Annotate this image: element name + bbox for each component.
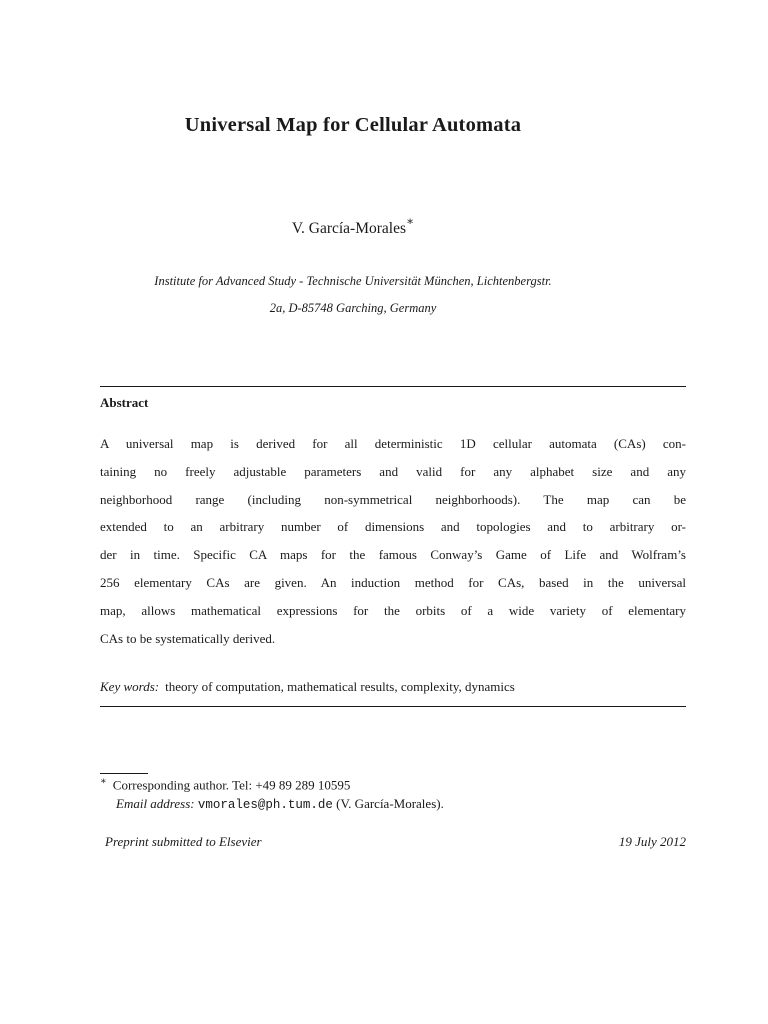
keywords-label: Key words: <box>100 679 160 694</box>
author-line <box>0 216 706 238</box>
keywords <box>100 679 515 695</box>
abstract-line: A universal map is derived for all deterministic 1D cellular automata (CAs) con- <box>100 436 686 451</box>
abstract-line: map, allows mathematical expressions for the orbits of a wide variety of elementary <box>100 602 686 618</box>
abstract-top-rule <box>100 386 686 387</box>
email-address[interactable]: vmorales@ph.tum.de <box>197 798 333 812</box>
footnote-line-1 <box>100 776 350 793</box>
abstract-body <box>100 430 686 652</box>
footnote-line-2 <box>116 796 444 812</box>
abstract-line: CAs to be systematically derived. <box>100 630 276 646</box>
author-footnote-mark: ∗ <box>406 214 415 228</box>
abstract-line: taining no freely adjustable parameters and valid for any alphabet size and any <box>100 463 686 479</box>
keywords-text: theory of computation, mathematical results, complexity, dynamics <box>165 679 515 694</box>
preprint-date: 19 July 2012 <box>618 834 686 849</box>
email-suffix: (V. García-Morales). <box>332 796 444 811</box>
preprint-note: Preprint submitted to Elsevier <box>105 834 262 849</box>
affiliation-line-2: 2a, D-85748 Garching, Germany <box>269 301 437 315</box>
affiliation-line-1: Institute for Advanced Study - Technische Universität München, Lichtenbergstr. <box>154 274 552 288</box>
abstract-heading: Abstract <box>100 395 149 410</box>
footnote-contact: Corresponding author. Tel: +49 89 289 10595 <box>112 777 351 793</box>
abstract-line: neighborhood range (including non-symmetrical neighborhoods). The map can be <box>100 491 686 507</box>
footnote-rule <box>100 773 148 774</box>
abstract-line: extended to an arbitrary number of dimensions and topologies and to arbitrary or- <box>100 519 686 535</box>
abstract-bottom-rule <box>100 706 686 707</box>
footnote-mark: ∗ <box>100 776 107 787</box>
email-label: Email address: <box>116 796 195 811</box>
author-name: V. García-Morales <box>291 220 407 238</box>
abstract-line: der in time. Specific CA maps for the famous Conway’s Game of Life and Wolfram’s <box>100 547 686 563</box>
abstract-line: 256 elementary CAs are given. An induction method for CAs, based in the universal <box>100 574 686 590</box>
paper-title: Universal Map for Cellular Automata <box>184 114 522 136</box>
